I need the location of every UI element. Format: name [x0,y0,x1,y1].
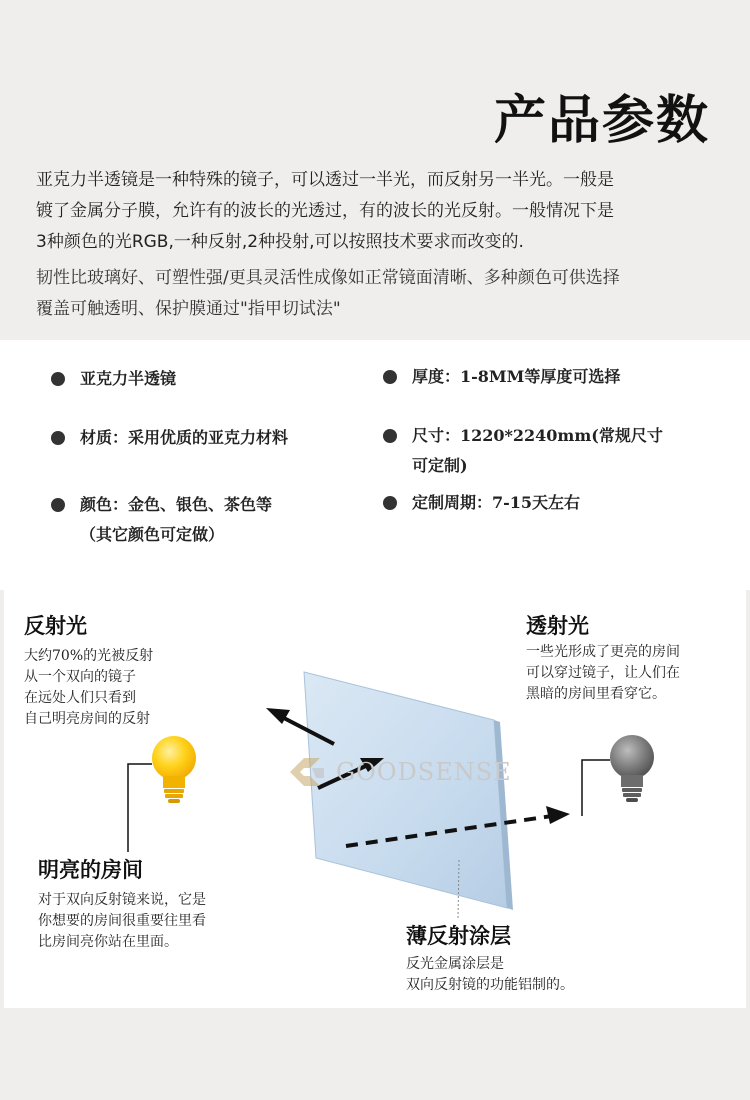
intro-paragraph-2 [36,263,726,325]
unlit-bulb-icon [610,735,654,802]
transmitted-title: 透射光 [526,614,589,638]
specs-panel [0,340,750,590]
bright-room-leader [128,764,152,852]
intro-line: 亚克力半透镜是一种特殊的镜子，可以透过一半光，而反射另一半光。一般是 [36,170,614,190]
reflected-title: 反射光 [24,614,87,638]
spec-text: （其它颜色可定做） [80,525,225,544]
reflected-arrow-head [266,708,290,724]
spec-text: 尺寸：1220*2240mm(常规尺寸 [412,426,663,445]
spec-material [80,423,288,453]
spec-size [412,421,663,481]
spec-lead-time [412,488,580,518]
transmitted-arrow-head [546,806,570,824]
bullet-icon [51,498,65,512]
desc-line: 对于双向反射镜来说，它是 [38,892,206,908]
spec-text: 厚度：1-8MM等厚度可选择 [412,367,621,386]
desc-line: 你想要的房间很重要往里看 [38,913,206,929]
dark-room-leader [582,760,610,816]
spec-text: 可定制) [412,456,468,475]
transmitted-desc [526,642,680,705]
spec-thickness [412,362,620,392]
intro-line: 覆盖可触透明、保护膜通过"指甲切试法" [36,299,341,319]
desc-line: 可以穿过镜子，让人们在 [526,665,680,681]
bullet-icon [383,370,397,384]
coating-title: 薄反射涂层 [406,924,511,948]
bright-room-title: 明亮的房间 [38,858,143,882]
bullet-icon [51,431,65,445]
spec-text: 颜色：金色、银色、茶色等 [80,495,273,514]
desc-line: 双向反射镜的功能铝制的。 [406,977,574,993]
acrylic-mirror-panel [304,672,507,908]
desc-line: 大约70%的光被反射 [24,648,154,664]
page-title: 产品参数 [493,91,710,151]
coating-desc [406,954,574,996]
intro-paragraph-1 [36,165,726,258]
lit-bulb-icon [152,736,196,803]
bullet-icon [383,496,397,510]
desc-line: 黑暗的房间里看穿它。 [526,686,666,702]
intro-line: 韧性比玻璃好、可塑性强/更具灵活性成像如正常镜面清晰、多种颜色可供选择 [36,268,620,288]
reflected-desc [24,646,153,730]
intro-line: 3种颜色的光RGB,一种反射,2种投射,可以按照技术要求而改变的. [36,232,524,252]
desc-line: 从一个双向的镜子 [24,669,136,685]
spec-product [80,364,176,394]
mirror-diagram [4,590,746,1008]
desc-line: 一些光形成了更亮的房间 [526,644,680,660]
bullet-icon [383,429,397,443]
desc-line: 反光金属涂层是 [406,956,504,972]
spec-text: 亚克力半透镜 [80,369,177,388]
desc-line: 自己明亮房间的反射 [24,711,150,727]
desc-line: 在远处人们只看到 [24,690,136,706]
bright-room-desc [38,890,206,953]
spec-text: 定制周期：7-15天左右 [412,493,581,512]
desc-line: 比房间亮你站在里面。 [38,934,178,950]
watermark: GOODSENSE [336,758,512,786]
spec-text: 材质：采用优质的亚克力材料 [80,428,289,447]
spec-color [80,490,272,550]
bullet-icon [51,372,65,386]
intro-line: 镀了金属分子膜，允许有的波长的光透过，有的波长的光反射。一般情况下是 [36,201,614,221]
